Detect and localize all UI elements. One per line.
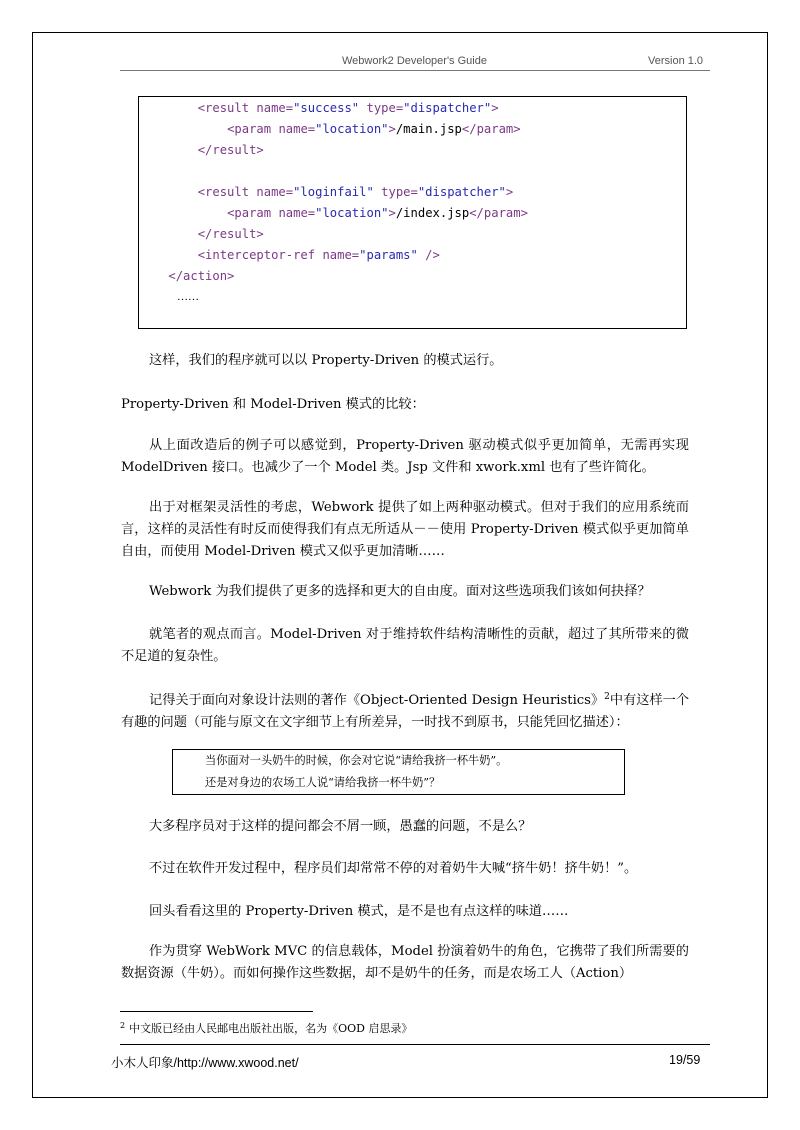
quote-line-2: 还是对身边的农场工人说“请给我挤一杯牛奶”？ [205, 776, 441, 789]
paragraph-8: 大多程序员对于这样的提问都会不屑一顾，愚蠢的问题，不是么？ [149, 819, 532, 834]
header-rule [120, 70, 710, 71]
header-title: Webwork2 Developer's Guide [342, 55, 487, 67]
quote-line-1: 当你面对一头奶牛的时候，你会对它说“请给我挤一杯牛奶”。 [205, 754, 508, 767]
footnote-number: 2 [120, 1021, 126, 1030]
code-ellipsis: …… [177, 291, 199, 303]
paragraph-1: 这样，我们的程序就可以以 Property-Driven 的模式运行。 [149, 353, 503, 368]
code-line: <interceptor-ref name="params" /> [197, 248, 440, 262]
header-version: Version 1.0 [648, 55, 704, 67]
footer-rule [120, 1044, 710, 1045]
footer-site-link[interactable]: 小木人印象/http://www.xwood.net/ [111, 1056, 299, 1070]
footer-page-number: 19/59 [669, 1053, 701, 1067]
paragraph-11: 作为贯穿 WebWork MVC 的信息载体，Model 扮演着奶牛的角色，它携带了我们所需要的数据资源（牛奶）。而如何操作这些数据，却不是奶牛的任务，而是农场工人（Action） [121, 944, 689, 981]
code-line: <result name="loginfail" type="dispatcher"> [197, 185, 514, 199]
code-line: <param name="location">/main.jsp</param> [227, 122, 521, 136]
paragraph-4: 出于对框架灵活性的考虑，Webwork 提供了如上两种驱动模式。但对于我们的应用系统而言，这样的灵活性有时反而使得我们有点无所适从－－使用 Property-Driven 模式似乎更加简单自由，而使用 Model-Driven 模式又似乎更加清晰…… [121, 500, 689, 559]
code-line: </action> [168, 269, 235, 283]
footnote-text: 中文版已经由人民邮电出版社出版，名为《OOD 启思录》 [129, 1022, 413, 1035]
paragraph-10: 回头看看这里的 Property-Driven 模式，是不是也有点这样的味道…… [149, 904, 569, 919]
paragraph-7 [121, 686, 689, 734]
paragraph-6: 就笔者的观点而言。Model-Driven 对于维持软件结构清晰性的贡献，超过了其所带来的微不足道的复杂性。 [121, 627, 689, 664]
paragraph-7-part-b: 中有这样一个有趣的问题（可能与原文在文字细节上有所差异，一时找不到原书，只能凭回忆描述）： [121, 693, 690, 730]
paragraph-5: Webwork 为我们提供了更多的选择和更大的自由度。面对这些选项我们该如何抉择？ [149, 584, 651, 599]
footnote-ref[interactable]: 2 [604, 692, 610, 702]
paragraph-3: 从上面改造后的例子可以感觉到，Property-Driven 驱动模式似乎更加简单，无需再实现 ModelDriven 接口。也减少了一个 Model 类。Jsp 文件和 xwork.xml 也有了些许简化。 [121, 438, 689, 475]
code-line: </result> [197, 227, 264, 241]
paragraph-9: 不过在软件开发过程中，程序员们却常常不停的对着奶牛大喊“挤牛奶！挤牛奶！”。 [149, 861, 638, 876]
code-line: <result name="success" type="dispatcher"> [197, 101, 499, 115]
code-block [138, 96, 687, 329]
code-line: <param name="location">/index.jsp</param> [227, 206, 528, 220]
section-heading: Property-Driven 和 Model-Driven 模式的比较： [121, 397, 425, 412]
code-line: </result> [197, 143, 264, 157]
quote-box [172, 749, 625, 795]
footnote-rule [120, 1011, 313, 1012]
paragraph-7-part-a: 记得关于面向对象设计法则的著作《Object-Oriented Design Heuristics》 [149, 693, 605, 708]
footnote [120, 1020, 412, 1036]
